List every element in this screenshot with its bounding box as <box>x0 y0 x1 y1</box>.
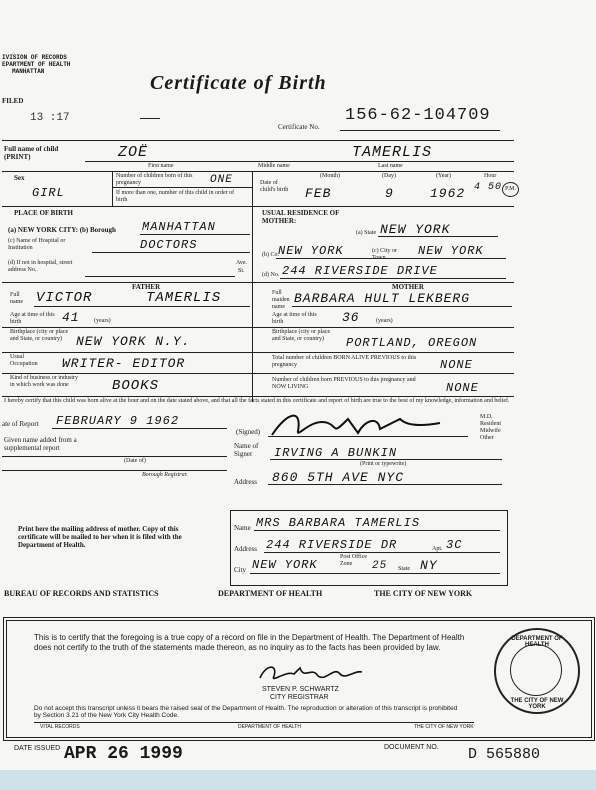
dob-label: Date of child's birth <box>260 180 289 193</box>
mother-age: 36 <box>342 310 360 325</box>
mailing-name-label: Name <box>234 524 251 532</box>
division-line: MANHATTAN <box>12 68 45 75</box>
division-line: EPARTMENT OF HEALTH <box>2 61 71 68</box>
month-caption: (Month) <box>320 173 340 179</box>
md-options: M.D. Resident Midwife Other <box>480 414 501 441</box>
date-of-report: FEBRUARY 9 1962 <box>56 414 180 428</box>
mailing-zone: 25 <box>372 560 388 572</box>
father-heading: FATHER <box>132 283 161 291</box>
middle-name-caption: Middle name <box>258 163 290 169</box>
division-header <box>2 54 122 75</box>
mother-living-label: Number of children born PREVIOUS to this pregnancy and NOW LIVING <box>272 377 416 390</box>
date-of-report-label: ate of Report <box>2 420 39 428</box>
signer-address: 860 5TH AVE NYC <box>272 470 405 485</box>
nyc-label: (a) NEW YORK CITY: (b) Borough <box>8 226 116 234</box>
father-last-name: TAMERLIS <box>146 290 222 306</box>
birth-month: FEB <box>305 186 332 201</box>
am-pm-indicator: P.M. <box>502 182 519 197</box>
department-label: DEPARTMENT OF HEALTH <box>218 589 323 598</box>
seal-top-text: DEPARTMENT OF HEALTH <box>511 636 563 648</box>
father-first-name: VICTOR <box>36 290 93 306</box>
signer-address-label: Address <box>234 478 257 486</box>
father-occupation: WRITER- EDITOR <box>62 356 186 371</box>
residence-county: NEW YORK <box>278 244 344 258</box>
vital-records-caption: VITAL RECORDS <box>40 724 80 730</box>
signer-name: IRVING A BUNKIN <box>274 446 398 460</box>
birth-year: 1962 <box>430 186 466 201</box>
registrar-signature <box>256 660 366 686</box>
mailing-zone-label: Post Office Zone <box>340 554 368 567</box>
mailing-state-label: State <box>398 566 410 572</box>
residence-address: 244 RIVERSIDE DRIVE <box>282 264 438 278</box>
mailing-instructions: Print here the mailing address of mother. Copy of this certificate will be mailed to her when it is filed with the Department of Health. <box>18 525 182 549</box>
department-caption: DEPARTMENT OF HEALTH <box>238 724 301 730</box>
certificate-no-label: Certificate No. <box>278 123 320 131</box>
date-of-caption: (Date of) <box>124 458 146 464</box>
signer-name-label: Name of Signer <box>234 442 259 458</box>
residence-state: NEW YORK <box>380 222 451 237</box>
borough-registrar-caption: Borough Registrar. <box>142 472 188 478</box>
mother-name-label: Full maiden name <box>272 290 290 310</box>
mother-alive-count: NONE <box>440 358 473 372</box>
last-name-caption: Last name <box>378 163 403 169</box>
year-caption: (Year) <box>436 173 452 179</box>
child-first-name: ZOË <box>118 144 149 161</box>
day-caption: (Day) <box>382 173 396 179</box>
mother-birthplace: PORTLAND, OREGON <box>346 336 478 350</box>
registrar-name: STEVEN P. SCHWARTZ <box>262 686 339 693</box>
mother-heading: MOTHER <box>392 283 424 291</box>
mother-birthplace-label: Birthplace (city or place and State, or country) <box>272 329 331 342</box>
registrar-title: CITY REGISTRAR <box>270 694 329 701</box>
seal-bottom-text: THE CITY OF NEW YORK <box>510 698 564 710</box>
hospital-label: (c) Name of Hospital or Institution <box>8 238 66 251</box>
department-seal <box>494 628 580 714</box>
document-title: Certificate of Birth <box>150 72 327 94</box>
sex-value: GIRL <box>32 186 65 200</box>
certificate-number: 156-62-104709 <box>345 106 491 125</box>
hour-caption: Hour <box>484 173 497 179</box>
attestation-statement: I hereby certify that this child was born alive at the hour and on the date stated above, and that all the facts stated in this certificate and report of birth are true to the best of my knowledge, information and belief. <box>4 398 510 404</box>
document-number: D 565880 <box>468 746 541 763</box>
father-age: 41 <box>62 310 80 325</box>
mailing-address: 244 RIVERSIDE DR <box>266 538 398 552</box>
father-business-label: Kind of business or industry in which work was done <box>10 375 78 388</box>
mailing-city-label: City <box>234 566 247 574</box>
date-issued: APR 26 1999 <box>64 744 183 764</box>
ave-label: Ave. <box>236 260 248 266</box>
birth-hour: 4 50 <box>474 182 503 193</box>
children-born-value: ONE <box>210 174 233 186</box>
father-occupation-label: Usual Occupation <box>10 354 38 367</box>
filed-label: FILED <box>2 97 24 105</box>
given-name-label: Given name added from a supplemental report <box>4 436 77 452</box>
father-birthplace-label: Birthplace (city or place and State, or country) <box>10 329 69 342</box>
signed-label: (Signed) <box>236 428 261 436</box>
birth-borough: MANHATTAN <box>142 220 216 234</box>
street-address-label: (d) If not in hospital, street address No. <box>8 260 73 273</box>
father-name-label: Full name <box>10 292 23 305</box>
sex-label: Sex <box>14 174 25 182</box>
father-birthplace: NEW YORK N.Y. <box>76 334 191 349</box>
mailing-name: MRS BARBARA TAMERLIS <box>256 516 421 530</box>
place-of-birth-label: PLACE OF BIRTH <box>14 209 74 217</box>
certification-text: This is to certify that the foregoing is a true copy of a record on file in the Department of Health. The Department of Health does not certify to the truth of the statements made thereon, as no inquiry as to the facts has been provided by law. <box>34 633 465 652</box>
st-label: St. <box>238 268 245 274</box>
birth-day: 9 <box>385 186 394 201</box>
first-name-caption: First name <box>148 163 174 169</box>
hospital-name: DOCTORS <box>140 238 198 252</box>
residence-city-label: (c) City or Town <box>372 248 397 261</box>
mother-alive-label: Total number of children BORN ALIVE PREVIOUS to this pregnancy <box>272 355 417 368</box>
residence-label: USUAL RESIDENCE OF MOTHER: <box>262 209 340 225</box>
children-born-label: Number of children born of this pregnancy <box>116 173 193 186</box>
document-no-label: DOCUMENT NO. <box>384 744 439 751</box>
date-issued-label: DATE ISSUED <box>14 745 61 752</box>
birth-order-label: If more than one, number of this child in order of birth <box>116 190 235 203</box>
child-last-name: TAMERLIS <box>352 144 433 161</box>
city-caption: THE CITY OF NEW YORK <box>414 724 474 730</box>
certification-warning: Do not accept this transcript unless it bears the raised seal of the Department of Health. The reproduction or alteration of this transcript is prohibited by Section 3.21 of the New York City Health Code. <box>34 705 458 719</box>
mailing-apt-label: Apt. <box>432 546 443 552</box>
division-line: IVISION OF RECORDS <box>2 54 67 61</box>
bottom-band <box>0 770 596 790</box>
father-age-label: Age at time of this birth <box>10 312 55 325</box>
bureau-label: BUREAU OF RECORDS AND STATISTICS <box>4 589 159 598</box>
mother-age-label: Age at time of this birth <box>272 312 317 325</box>
child-name-label: Full name of child (PRINT) <box>4 145 59 161</box>
residence-state-label: (a) State <box>356 230 377 236</box>
print-caption: (Print or typewrite) <box>360 461 407 467</box>
filed-stamp: 13 :17 <box>30 112 70 124</box>
mother-years-caption: (years) <box>376 318 393 324</box>
mother-maiden-name: BARBARA HULT LEKBERG <box>294 291 471 306</box>
residence-city: NEW YORK <box>418 244 484 258</box>
residence-county-label: (b) Co. <box>262 252 279 258</box>
mailing-city: NEW YORK <box>252 558 318 572</box>
residence-address-label: (d) No. <box>262 272 280 278</box>
mother-living-count: NONE <box>446 381 479 395</box>
mailing-apt: 3C <box>446 538 463 552</box>
father-business: BOOKS <box>112 378 160 394</box>
mailing-address-label: Address <box>234 545 257 553</box>
father-years-caption: (years) <box>94 318 111 324</box>
city-label: THE CITY OF NEW YORK <box>374 589 473 598</box>
mailing-state: NY <box>420 558 438 573</box>
